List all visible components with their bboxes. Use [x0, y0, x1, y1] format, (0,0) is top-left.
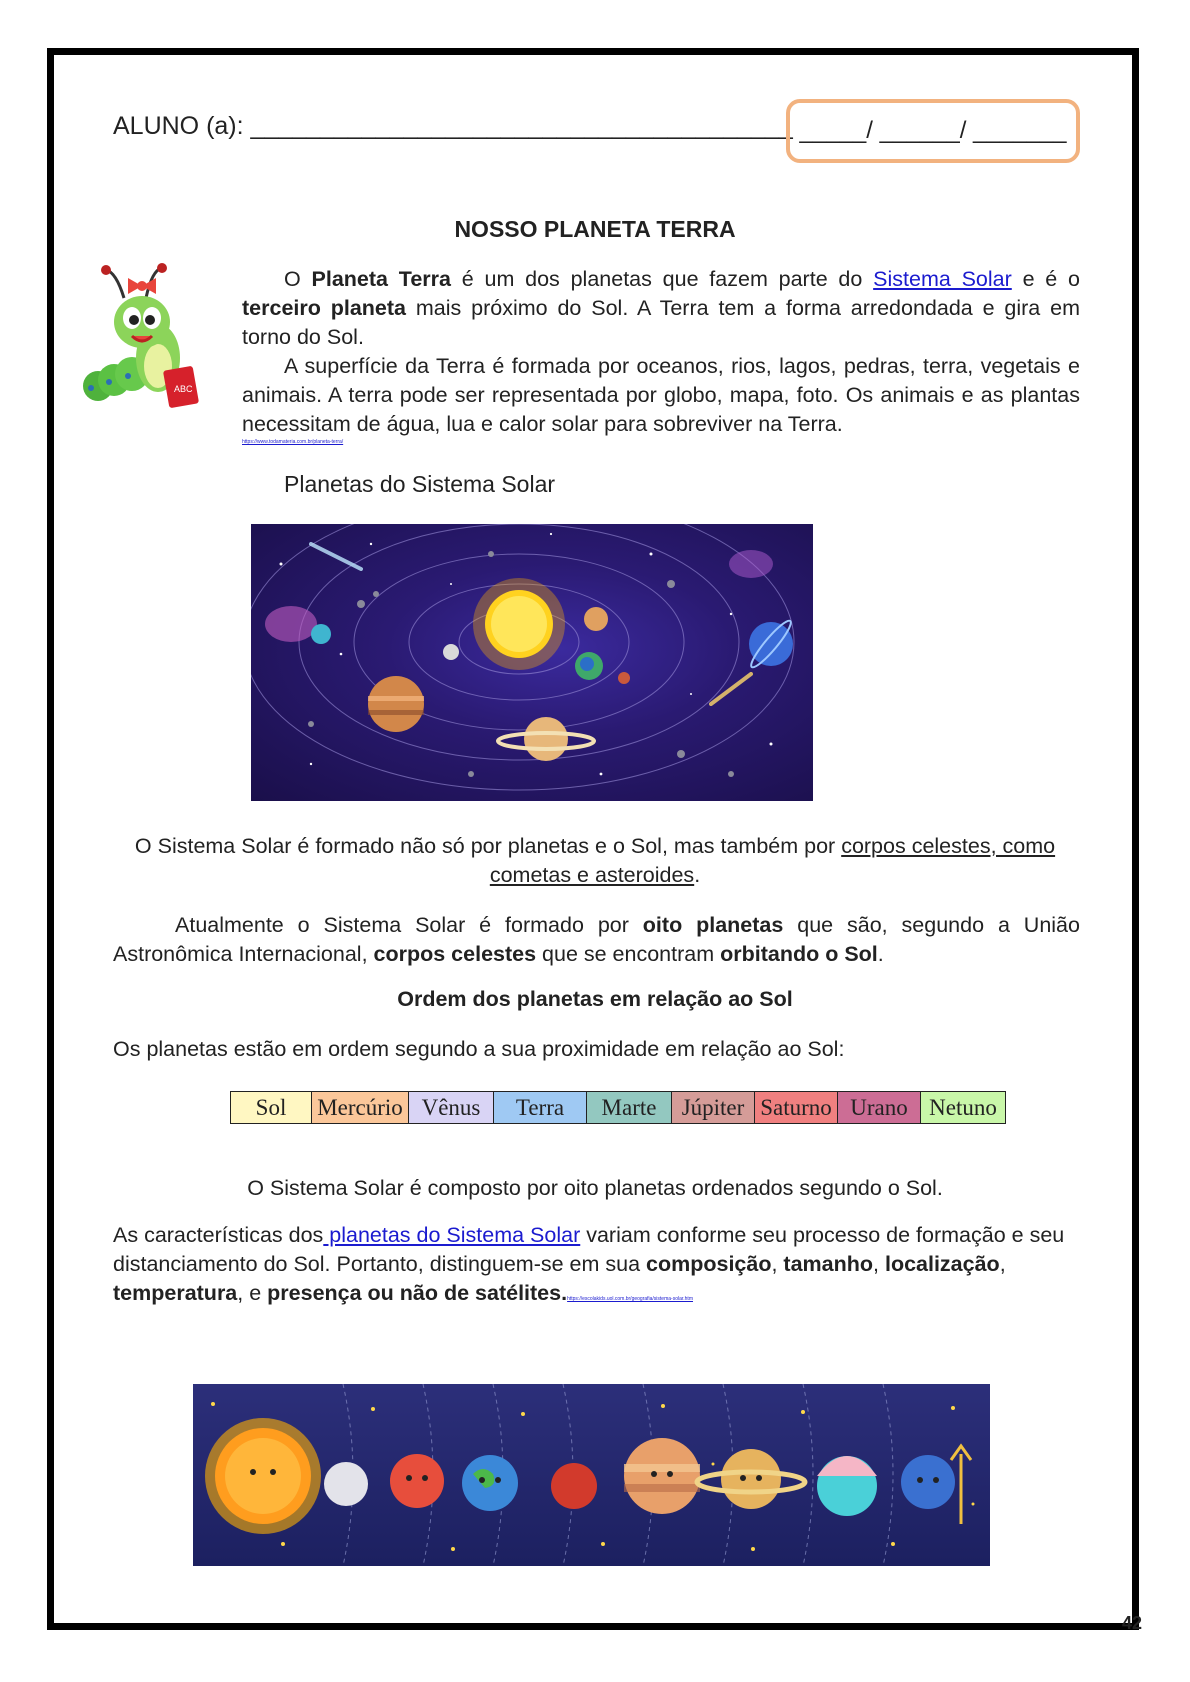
source-link-todamateria[interactable]: https://www.todamateria.com.br/planeta-terra/ — [242, 439, 344, 445]
student-name-line: ALUNO (a): _______________________________________ — [113, 112, 793, 140]
planet-cell-7: Urano — [838, 1092, 921, 1124]
intro-paragraph-2: A superfície da Terra é formada por oceanos, rios, lagos, pedras, terra, vegetais e animais. A terra pode ser representada por globo, mapa, foto. Os animais e as plantas necessitam de água, lua e calor solar para sobreviver na Terra. — [242, 354, 1080, 436]
caterpillar-mascot-image — [76, 258, 200, 428]
date-box — [786, 99, 1080, 163]
solar-system-description: O Sistema Solar é formado não só por planetas e o Sol, mas também por corpos celestes, como cometas e asteroides. — [134, 834, 1056, 887]
planet-cell-2: Vênus — [409, 1092, 494, 1124]
planet-cell-4: Marte — [587, 1092, 672, 1124]
planet-cell-8: Netuno — [921, 1092, 1006, 1124]
sistema-solar-link[interactable]: Sistema Solar — [873, 267, 1012, 291]
current-planets-paragraph: Atualmente o Sistema Solar é formado por oito planetas que são, segundo a União Astronômica Internacional, corpos celestes que se encontram orbitando o Sol. — [113, 913, 1080, 966]
source-link-escolakids[interactable]: https://escolakids.uol.com.br/geografia/sistema-solar.htm — [567, 1296, 693, 1302]
order-title: Ordem dos planetas em relação ao Sol — [397, 987, 793, 1011]
section-subtitle: Planetas do Sistema Solar — [284, 471, 556, 497]
intro-text — [242, 265, 1080, 446]
order-text: Os planetas estão em ordem segundo a sua proximidade em relação ao Sol: — [113, 1037, 845, 1061]
cartoon-planets-banner-image — [193, 1384, 990, 1566]
svg-text:ABC: ABC — [174, 384, 193, 394]
intro-paragraph-1: O Planeta Terra é um dos planetas que fazem parte do Sistema Solar e é o terceiro planeta mais próximo do Sol. A Terra tem a forma arredondada e gira em torno do Sol. — [242, 267, 1081, 349]
celestial-bodies-link[interactable]: corpos celestes, como cometas e asteroides — [489, 834, 1056, 887]
characteristics-paragraph: As características dos planetas do Sistema Solar variam conforme seu processo de formação e seu distanciamento do Sol. Portanto, distinguem-se em sua composição, tamanho, localização, temperatura, e presença ou não de satélites.https://escolakids.uol.com.br/geografia/sistema-solar.htm — [113, 1223, 1065, 1305]
planet-cell-0: Sol — [231, 1092, 312, 1124]
planet-cell-5: Júpiter — [672, 1092, 755, 1124]
date-blank: _____/ ______/ _______ — [799, 117, 1067, 144]
page-number: 42 — [1122, 1613, 1143, 1633]
planet-cell-1: Mercúrio — [312, 1092, 409, 1124]
planetas-sistema-solar-link[interactable]: planetas do Sistema Solar — [323, 1223, 581, 1247]
page-title: NOSSO PLANETA TERRA — [454, 216, 736, 242]
planet-cell-6: Saturno — [755, 1092, 838, 1124]
planets-row — [231, 1092, 1006, 1124]
solar-system-image — [251, 524, 813, 801]
planet-cell-3: Terra — [494, 1092, 587, 1124]
composed-text: O Sistema Solar é composto por oito planetas ordenados segundo o Sol. — [247, 1176, 943, 1200]
planets-order-table — [230, 1091, 1006, 1124]
